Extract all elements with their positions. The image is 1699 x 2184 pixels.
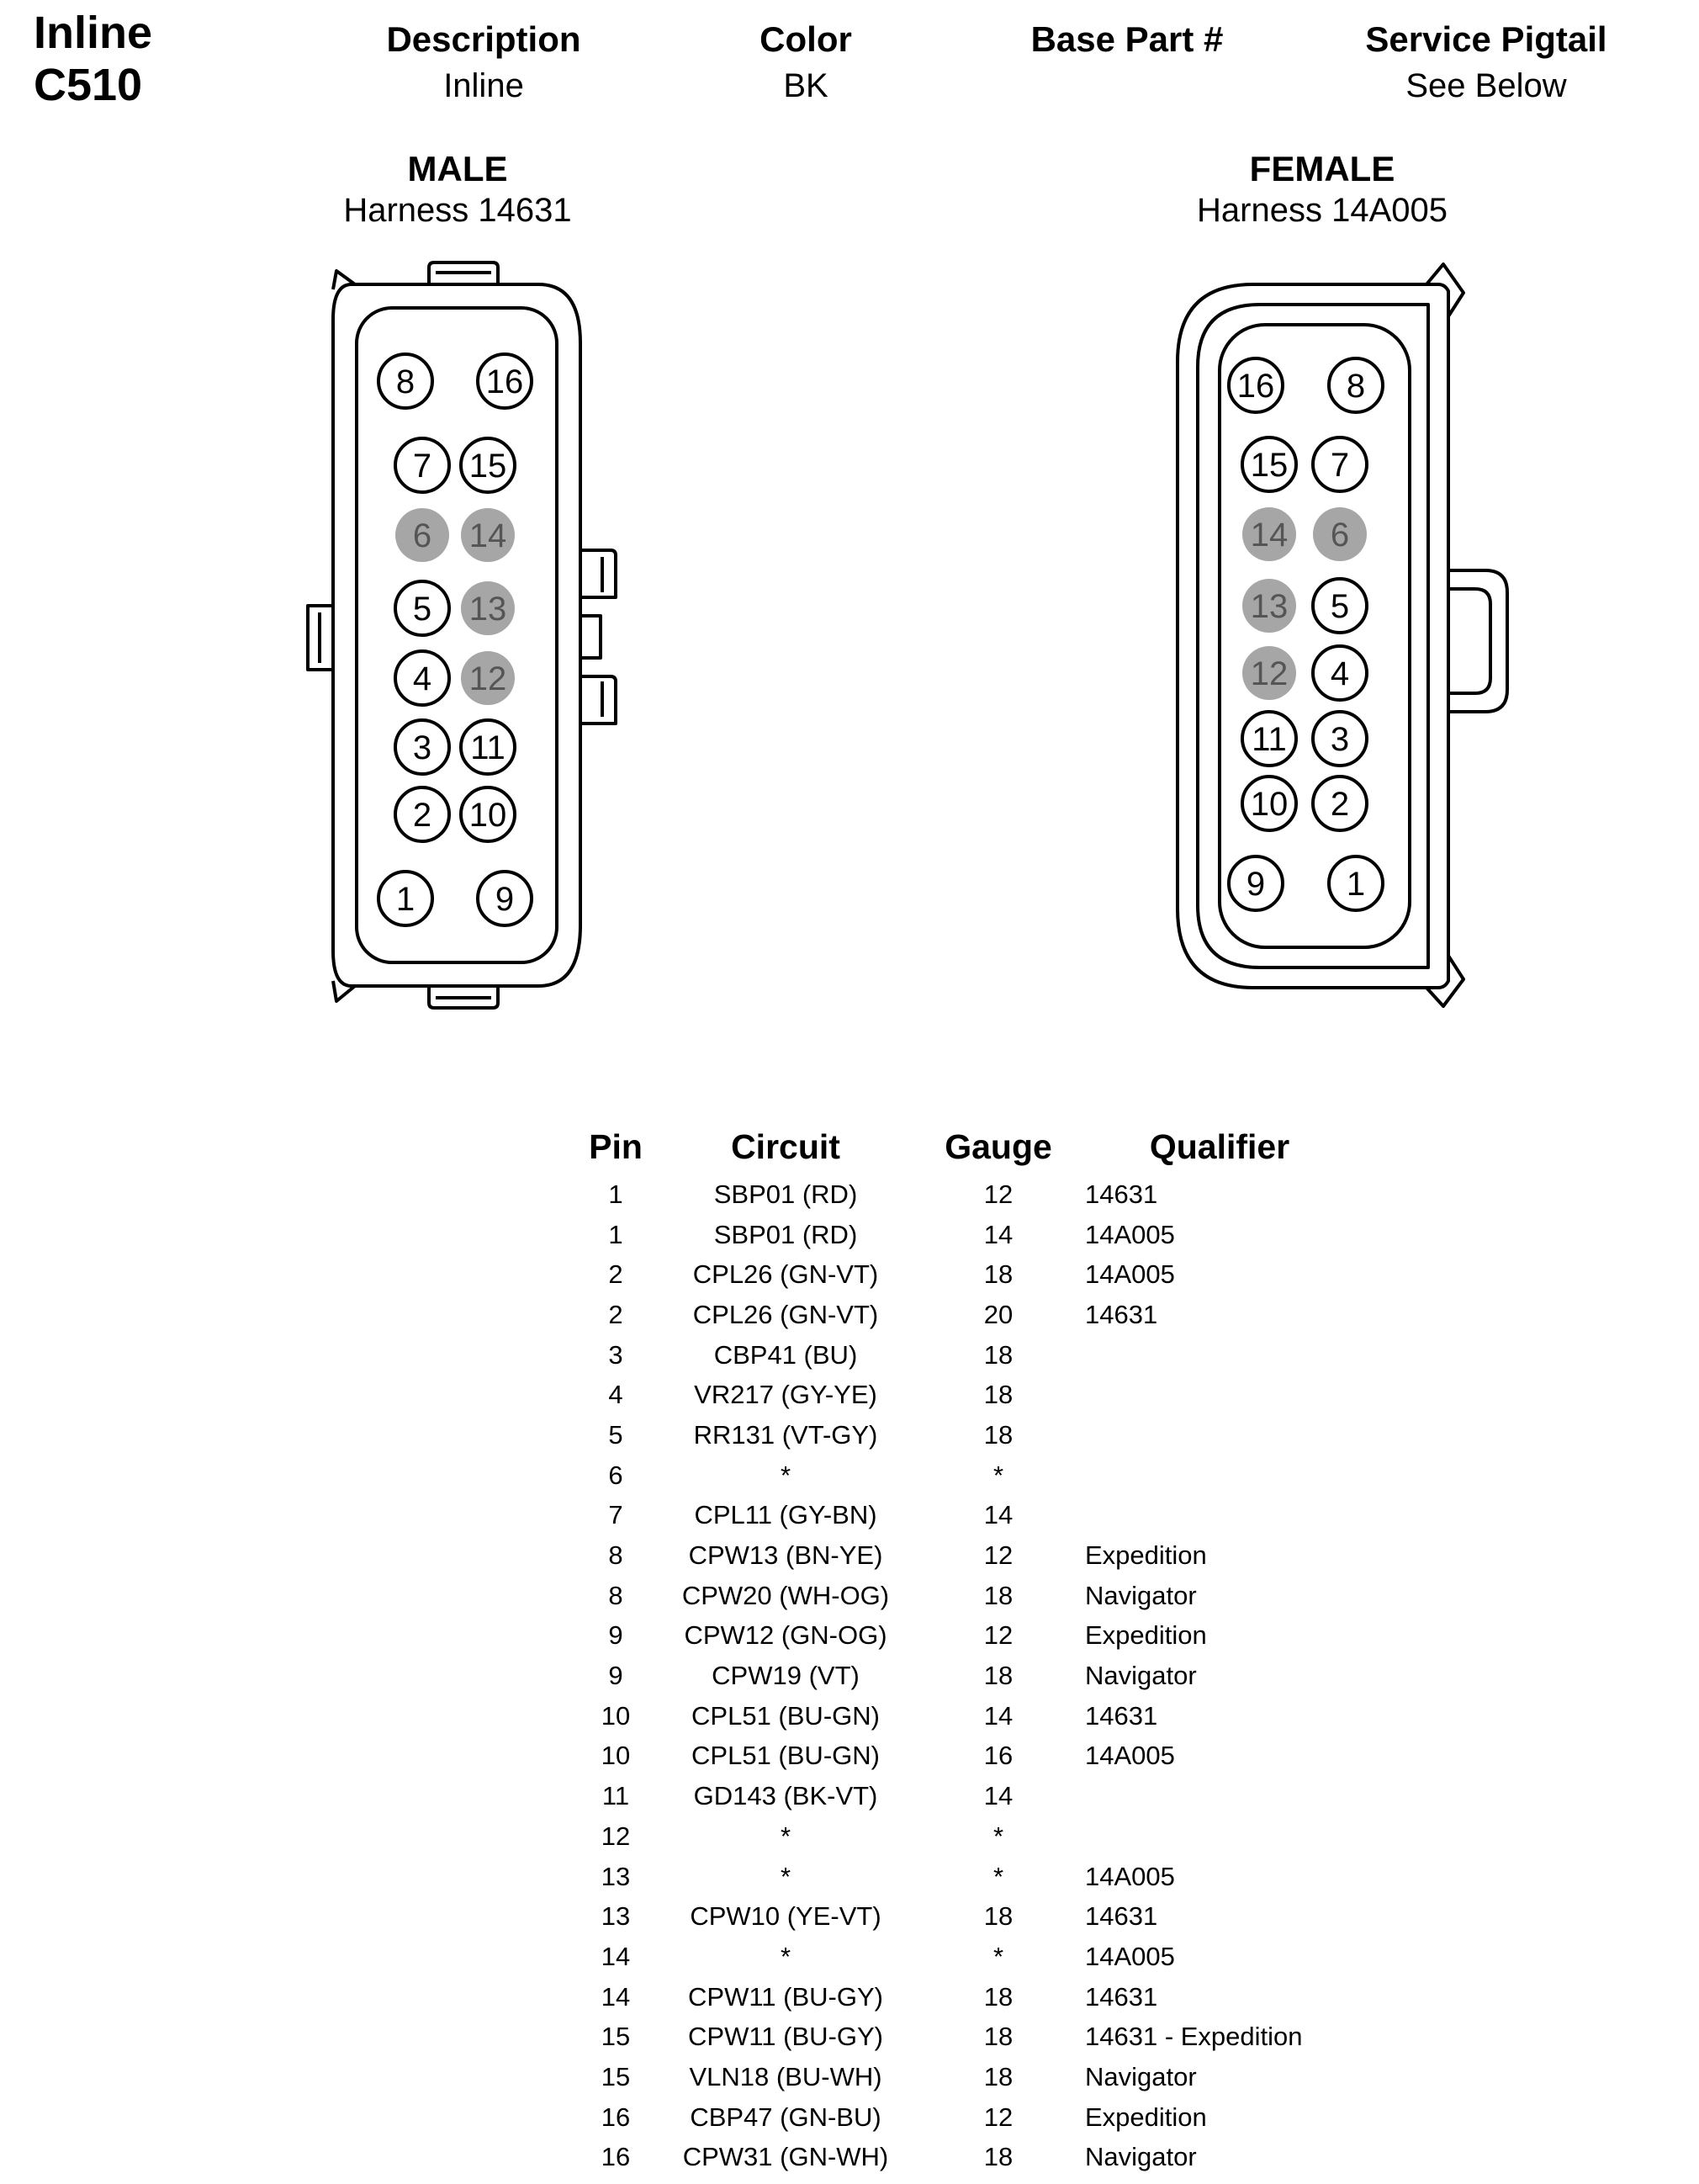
female-pin-label: 16 (1236, 368, 1275, 405)
cell-pin: 11 (601, 1781, 630, 1811)
col-header-qualifier: Qualifier (1149, 1126, 1290, 1166)
male-pin (461, 651, 515, 705)
connector-title (34, 7, 152, 111)
male-pin-label: 6 (412, 517, 432, 554)
cell-pin: 10 (601, 1741, 631, 1771)
connector-id: C510 (34, 60, 143, 110)
cell-circuit: CPL51 (BU-GN) (691, 1700, 880, 1731)
cell-qualifier: 14A005 (1085, 1741, 1175, 1771)
male-pin (461, 508, 515, 562)
cell-gauge: * (992, 1460, 1004, 1490)
header-value: Inline (443, 67, 524, 104)
cell-circuit: * (780, 1821, 791, 1851)
cell-gauge: 16 (983, 1741, 1014, 1771)
female-pin (1229, 856, 1283, 910)
female-pin (1313, 646, 1367, 700)
male-pin-label: 10 (468, 797, 507, 834)
female-pin (1242, 646, 1296, 700)
female-pin (1313, 777, 1367, 830)
cell-circuit: CPW19 (VT) (712, 1661, 860, 1691)
male-pin-label: 13 (468, 591, 507, 628)
male-pin-label: 16 (485, 363, 524, 400)
male-pin (395, 651, 449, 705)
cell-qualifier (1085, 1415, 1354, 1455)
cell-qualifier: Expedition (1085, 2102, 1207, 2132)
female-pin-label: 2 (1330, 786, 1350, 823)
cell-gauge: 18 (983, 1901, 1014, 1932)
female-pin (1313, 437, 1367, 491)
table-row (572, 1496, 1354, 1536)
female-pin (1329, 856, 1383, 910)
cell-gauge: * (992, 1821, 1004, 1851)
pinout-table (572, 1119, 1354, 2177)
cell-circuit: CPL26 (GN-VT) (692, 1259, 879, 1290)
table-row (572, 1375, 1354, 1415)
male-pin-label: 14 (468, 517, 507, 554)
cell-qualifier (1085, 1496, 1354, 1536)
cell-gauge: 14 (983, 1500, 1014, 1530)
male-harness: Harness 14631 (343, 192, 572, 229)
cell-circuit: CPW11 (BU-GY) (688, 2022, 883, 2052)
cell-gauge: 18 (983, 1419, 1014, 1450)
cell-circuit: SBP01 (RD) (713, 1179, 858, 1209)
cell-qualifier (1085, 1455, 1354, 1496)
male-pin-label: 9 (495, 881, 515, 918)
cell-circuit: CPW11 (BU-GY) (688, 1981, 883, 2012)
male-pin-label: 11 (470, 729, 505, 766)
cell-gauge: 12 (983, 1540, 1014, 1571)
female-pin-label: 15 (1250, 447, 1289, 484)
female-pin (1242, 579, 1296, 633)
male-pin (461, 581, 515, 635)
table-row (572, 1174, 1354, 1215)
cell-gauge: 18 (983, 2061, 1014, 2091)
cell-qualifier: 14631 (1085, 1981, 1158, 2012)
cell-gauge: 18 (983, 1259, 1014, 1290)
cell-qualifier (1085, 1816, 1354, 1857)
cell-pin: 1 (608, 1219, 623, 1249)
table-row (572, 1535, 1354, 1576)
cell-qualifier: 14A005 (1085, 1259, 1175, 1290)
cell-circuit: * (780, 1861, 791, 1891)
male-pin (478, 872, 532, 925)
cell-gauge: 14 (983, 1781, 1014, 1811)
cell-pin: 9 (608, 1661, 623, 1691)
female-pin (1242, 712, 1296, 766)
header-label: Base Part # (1030, 19, 1224, 59)
cell-qualifier: Navigator (1085, 2061, 1197, 2091)
cell-pin: 7 (608, 1500, 623, 1530)
cell-qualifier: 14A005 (1085, 1219, 1175, 1249)
male-heading (163, 148, 752, 231)
cell-qualifier (1085, 1335, 1354, 1376)
cell-circuit: GD143 (BK-VT) (693, 1781, 878, 1811)
cell-pin: 5 (608, 1419, 623, 1450)
cell-qualifier: 14A005 (1085, 1861, 1175, 1891)
male-pin-label: 4 (412, 660, 432, 697)
table-row (572, 1254, 1354, 1295)
male-pin-label: 3 (412, 729, 432, 766)
cell-circuit: CPL26 (GN-VT) (692, 1299, 879, 1329)
male-pin-label: 15 (468, 448, 507, 485)
cell-pin: 15 (601, 2022, 631, 2052)
female-pin-label: 4 (1330, 655, 1350, 692)
table-row (572, 1335, 1354, 1376)
cell-gauge: 20 (983, 1299, 1014, 1329)
female-pin (1242, 777, 1296, 830)
cell-qualifier: 14631 (1085, 1901, 1158, 1932)
cell-gauge: 18 (983, 1339, 1014, 1370)
table-row (572, 2097, 1354, 2138)
male-pin (395, 787, 449, 841)
male-pin-label: 1 (395, 881, 415, 918)
cell-circuit: CPW12 (GN-OG) (684, 1620, 887, 1651)
table-row (572, 1295, 1354, 1335)
cell-pin: 16 (601, 2142, 631, 2172)
cell-circuit: SBP01 (RD) (713, 1219, 858, 1249)
female-pin-label: 13 (1250, 588, 1289, 625)
table-row (572, 1696, 1354, 1736)
table-row (572, 1215, 1354, 1255)
cell-pin: 4 (608, 1380, 623, 1410)
table-row (572, 1977, 1354, 2017)
male-pin-label: 7 (412, 448, 432, 485)
female-pin-label: 5 (1330, 588, 1350, 625)
col-header-pin: Pin (589, 1126, 643, 1166)
female-pin (1313, 507, 1367, 561)
cell-gauge: 18 (983, 2142, 1014, 2172)
male-pin (395, 508, 449, 562)
cell-gauge: 12 (983, 2102, 1014, 2132)
cell-gauge: 14 (983, 1219, 1014, 1249)
table-row (572, 2057, 1354, 2097)
cell-pin: 14 (601, 1981, 631, 2012)
cell-pin: 15 (601, 2061, 631, 2091)
cell-pin: 12 (601, 1821, 631, 1851)
cell-circuit: * (780, 1460, 791, 1490)
female-pin-label: 1 (1346, 866, 1366, 903)
cell-gauge: 18 (983, 2022, 1014, 2052)
cell-pin: 10 (601, 1700, 631, 1731)
male-pin (461, 438, 515, 492)
cell-pin: 13 (601, 1901, 631, 1932)
male-pin (461, 720, 515, 774)
male-pin (395, 720, 449, 774)
cell-circuit: RR131 (VT-GY) (693, 1419, 878, 1450)
header-base-part (934, 17, 1321, 62)
female-pin-label: 11 (1252, 721, 1287, 758)
right-key-upper (577, 550, 616, 597)
female-pin (1242, 507, 1296, 561)
cell-circuit: CBP47 (GN-BU) (690, 2102, 881, 2132)
cell-pin: 8 (608, 1580, 623, 1610)
cell-circuit: VLN18 (BU-WH) (689, 2061, 882, 2091)
cell-circuit: CPW10 (YE-VT) (690, 1901, 881, 1932)
table-row (572, 1656, 1354, 1696)
table-header-row (572, 1119, 1354, 1174)
cell-qualifier: Expedition (1085, 1540, 1207, 1571)
female-pin-label: 14 (1250, 517, 1289, 554)
male-connector-diagram (286, 252, 639, 1018)
cell-qualifier: Expedition (1085, 1620, 1207, 1651)
cell-gauge: * (992, 1941, 1004, 1971)
table-row (572, 2017, 1354, 2057)
cell-pin: 1 (608, 1179, 623, 1209)
female-pin (1229, 358, 1283, 412)
cell-qualifier (1085, 1375, 1354, 1415)
table-row (572, 1896, 1354, 1937)
female-pin-label: 3 (1330, 721, 1350, 758)
cell-pin: 2 (608, 1299, 623, 1329)
cell-qualifier: 14631 - Expedition (1085, 2022, 1303, 2052)
male-pin-label: 5 (412, 591, 432, 628)
male-title: MALE (407, 149, 508, 188)
female-connector-diagram (1161, 252, 1514, 1018)
table-row (572, 2138, 1354, 2178)
table-row (572, 1576, 1354, 1616)
cell-pin: 13 (601, 1861, 631, 1891)
male-pin (378, 872, 432, 925)
cell-gauge: 12 (983, 1179, 1014, 1209)
cell-gauge: 14 (983, 1700, 1014, 1731)
table-row (572, 1736, 1354, 1777)
male-pin (395, 438, 449, 492)
table-row (572, 1857, 1354, 1897)
female-pin-label: 10 (1250, 786, 1289, 823)
female-pin-label: 6 (1330, 517, 1350, 554)
cell-qualifier: 14A005 (1085, 1941, 1175, 1971)
header-label: Color (760, 19, 852, 59)
cell-gauge: 18 (983, 1580, 1014, 1610)
male-pin (478, 354, 532, 408)
male-pin-label: 2 (412, 797, 432, 834)
female-harness: Harness 14A005 (1197, 192, 1448, 229)
male-pin (461, 787, 515, 841)
cell-circuit: * (780, 1941, 791, 1971)
header-service-pigtail (1293, 17, 1680, 109)
table-row (572, 1455, 1354, 1496)
cell-gauge: 18 (983, 1661, 1014, 1691)
header-value: See Below (1405, 67, 1567, 104)
cell-qualifier: 14631 (1085, 1299, 1158, 1329)
col-header-gauge: Gauge (945, 1126, 1052, 1166)
cell-circuit: CPW20 (WH-OG) (681, 1580, 890, 1610)
cell-qualifier (1085, 1776, 1354, 1816)
cell-circuit: CPW13 (BN-YE) (688, 1540, 883, 1571)
female-pin (1313, 712, 1367, 766)
female-pin-label: 8 (1346, 368, 1366, 405)
cell-gauge: 18 (983, 1380, 1014, 1410)
female-pin-label: 12 (1250, 655, 1289, 692)
cell-pin: 3 (608, 1339, 623, 1370)
male-inner-cavity (357, 308, 557, 962)
cell-circuit: CBP41 (BU) (713, 1339, 858, 1370)
female-inner-cavity (1220, 325, 1410, 947)
female-heading (1028, 148, 1617, 231)
col-header-circuit: Circuit (731, 1126, 840, 1166)
female-pin (1242, 437, 1296, 491)
female-pin-label: 7 (1330, 447, 1350, 484)
connector-title-line1: Inline (34, 8, 153, 58)
cell-circuit: CPL11 (GY-BN) (694, 1500, 877, 1530)
right-key-lower (577, 676, 616, 724)
table-row (572, 1415, 1354, 1455)
female-pin (1313, 579, 1367, 633)
table-row (572, 1816, 1354, 1857)
male-pin (395, 581, 449, 635)
header-label: Service Pigtail (1365, 19, 1607, 59)
cell-pin: 14 (601, 1941, 631, 1971)
cell-circuit: CPL51 (BU-GN) (691, 1741, 880, 1771)
female-title: FEMALE (1249, 149, 1395, 188)
header-value: BK (783, 67, 828, 104)
cell-gauge: * (992, 1861, 1004, 1891)
female-pin-label: 9 (1246, 866, 1266, 903)
cell-pin: 8 (608, 1540, 623, 1571)
cell-pin: 16 (601, 2102, 631, 2132)
female-pin (1329, 358, 1383, 412)
cell-pin: 6 (608, 1460, 623, 1490)
table-row (572, 1937, 1354, 1977)
male-pin (378, 354, 432, 408)
cell-qualifier: 14631 (1085, 1700, 1158, 1731)
cell-circuit: VR217 (GY-YE) (694, 1380, 877, 1410)
table-row (572, 1776, 1354, 1816)
cell-pin: 9 (608, 1620, 623, 1651)
cell-gauge: 18 (983, 1981, 1014, 2012)
male-pin-label: 8 (395, 363, 415, 400)
cell-qualifier: Navigator (1085, 1580, 1197, 1610)
cell-qualifier: 14631 (1085, 1179, 1158, 1209)
male-pin-label: 12 (468, 660, 507, 697)
cell-pin: 2 (608, 1259, 623, 1290)
cell-gauge: 12 (983, 1620, 1014, 1651)
cell-qualifier: Navigator (1085, 2142, 1197, 2172)
cell-qualifier: Navigator (1085, 1661, 1197, 1691)
table-row (572, 1616, 1354, 1657)
cell-circuit: CPW31 (GN-WH) (682, 2142, 889, 2172)
header-label: Description (386, 19, 581, 59)
